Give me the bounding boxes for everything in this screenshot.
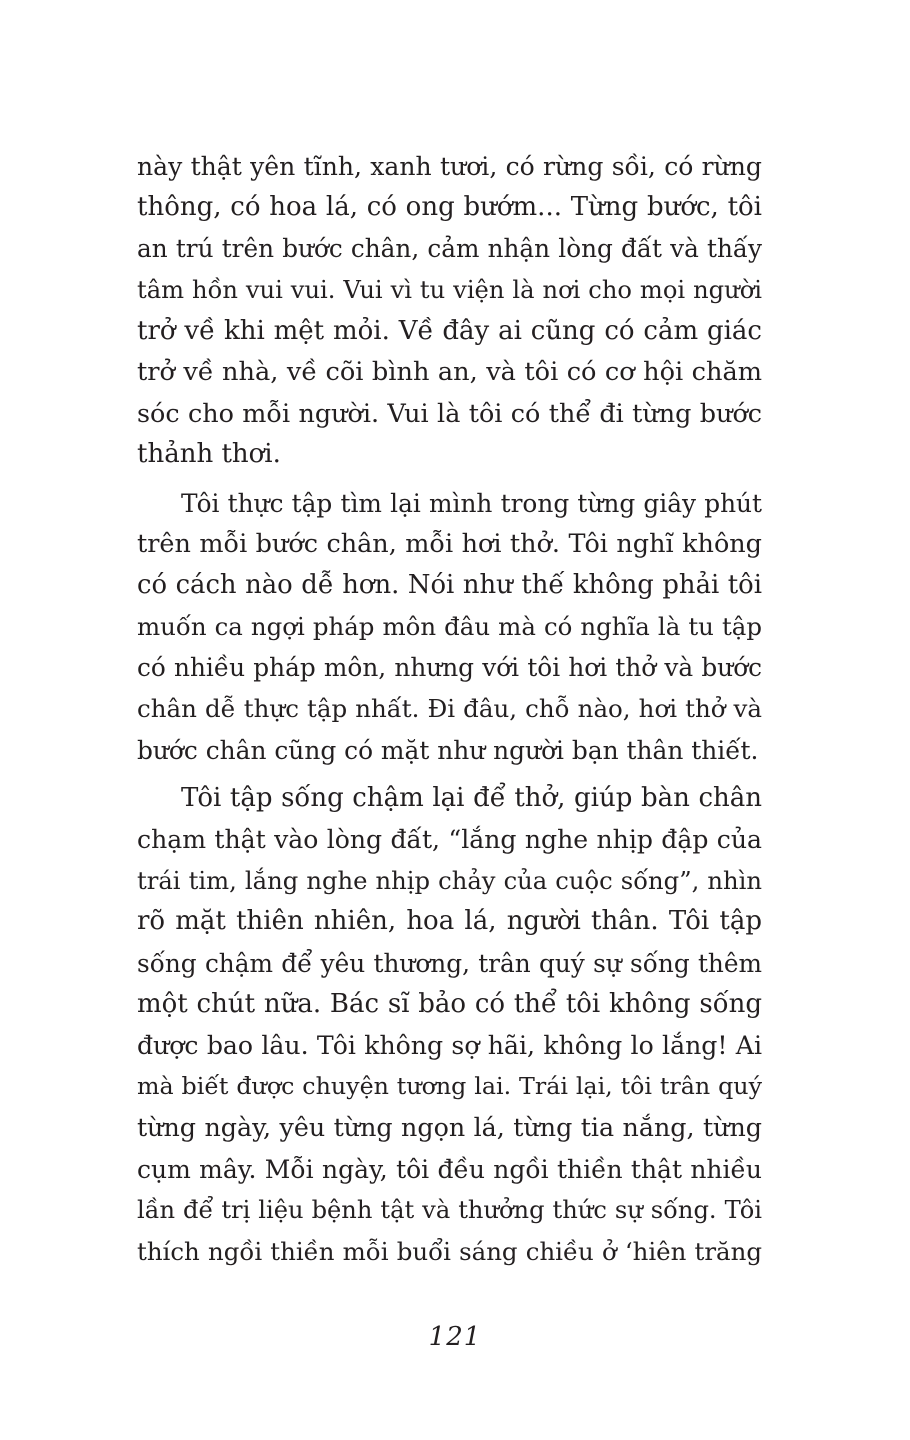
text-line: này thật yên tĩnh, xanh tươi, có rừng sồi, có rừng (137, 152, 762, 181)
text-line: sống chậm để yêu thương, trân quý sự sống thêm (137, 948, 762, 978)
text-line: một chút nữa. Bác sĩ bảo có thể tôi không sống (137, 988, 762, 1019)
text-line: mà biết được chuyện tương lai. Trái lại, tôi trân quý (137, 1072, 762, 1101)
paragraph-gap (137, 771, 762, 778)
paragraph-1 (137, 146, 762, 476)
text-line: bước chân cũng có mặt như người bạn thân thiết. (137, 735, 759, 765)
text-line: thích ngồi thiền mỗi buổi sáng chiều ở ‘hiên trăng (137, 1236, 762, 1266)
text-line: lần để trị liệu bệnh tật và thưởng thức sự sống. Tôi (137, 1195, 762, 1224)
text-line: thông, có hoa lá, có ong bướm... Từng bước, tôi (137, 192, 762, 223)
text-line: chạm thật vào lòng đất, “lắng nghe nhịp đập của (137, 825, 762, 854)
text-line: được bao lâu. Tôi không sợ hãi, không lo lắng! Ai (137, 1030, 762, 1060)
text-line: tâm hồn vui vui. Vui vì tu viện là nơi cho mọi người (137, 275, 762, 304)
paragraph-2 (137, 483, 762, 771)
text-line: trở về nhà, về cõi bình an, và tôi có cơ hội chăm (137, 356, 762, 387)
text-line: từng ngày, yêu từng ngọn lá, từng tia nắng, từng (137, 1112, 762, 1143)
paragraph-3 (137, 778, 762, 1272)
text-line: an trú trên bước chân, cảm nhận lòng đất và thấy (137, 234, 762, 264)
text-line: cụm mây. Mỗi ngày, tôi đều ngồi thiền thật nhiều (137, 1154, 762, 1184)
text-line: có nhiều pháp môn, nhưng với tôi hơi thở và bước (137, 653, 762, 683)
text-line: có cách nào dễ hơn. Nói như thế không phải tôi (137, 569, 762, 600)
text-line: muốn ca ngợi pháp môn đâu mà có nghĩa là tu tập (137, 612, 762, 642)
text-line: chân dễ thực tập nhất. Đi đâu, chỗ nào, hơi thở và (137, 694, 762, 724)
body-text (137, 146, 762, 1272)
text-line: trên mỗi bước chân, mỗi hơi thở. Tôi nghĩ không (137, 528, 762, 559)
paragraph-gap (137, 476, 762, 483)
text-line: Tôi thực tập tìm lại mình trong từng giây phút (181, 488, 762, 518)
page-number: 121 (428, 1322, 482, 1352)
text-line: rõ mặt thiên nhiên, hoa lá, người thân. Tôi tập (137, 906, 762, 937)
text-line: thảnh thơi. (137, 439, 281, 470)
text-line: trái tim, lắng nghe nhịp chảy của cuộc sống”, nhìn (137, 866, 762, 896)
text-line: Tôi tập sống chậm lại để thở, giúp bàn chân (181, 782, 762, 813)
text-line: trở về khi mệt mỏi. Về đây ai cũng có cảm giác (137, 315, 762, 346)
text-line: sóc cho mỗi người. Vui là tôi có thể đi từng bước (137, 398, 762, 429)
